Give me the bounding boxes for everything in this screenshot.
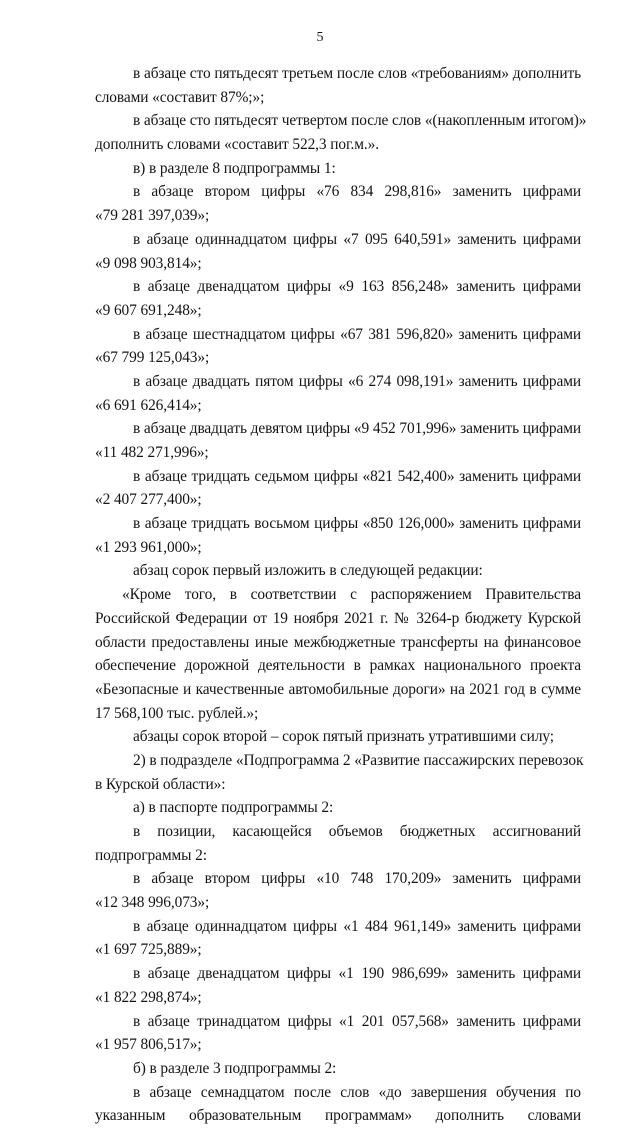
text-line: в абзаце одиннадцатом цифры «1 484 961,149» заменить цифрами	[133, 917, 581, 935]
text-line: «Кроме того, в соответствии с распоряжением Правительства	[122, 586, 581, 604]
text-line: в абзаце одиннадцатом цифры «7 095 640,591» заменить цифрами	[133, 230, 581, 248]
text-line: «2 407 277,400»;	[95, 491, 202, 509]
text-line: «9 607 691,248»;	[95, 301, 202, 319]
text-line: «1 957 806,517»;	[95, 1036, 202, 1054]
text-line: указанным образовательным программам» дополнить словами	[95, 1107, 581, 1125]
text-line: в позиции, касающейся объемов бюджетных ассигнований	[133, 823, 581, 840]
text-line: «11 482 271,996»;	[95, 444, 209, 461]
text-line: б) в разделе 3 подпрограммы 2:	[133, 1059, 337, 1077]
text-line: в Курской области»:	[95, 775, 226, 793]
text-line: в абзаце шестнадцатом цифры «67 381 596,820» заменить цифрами	[133, 325, 581, 343]
text-line: в абзаце сто пятьдесят четвертом после слов «(накопленным итогом)»	[133, 112, 587, 130]
text-line: «79 281 397,039»;	[95, 207, 210, 225]
text-line: в абзаце двенадцатом цифры «1 190 986,699» заменить цифрами	[133, 965, 581, 983]
text-line: в абзаце сто пятьдесят третьем после слов «требованиям» дополнить	[133, 65, 581, 82]
text-line: «12 348 996,073»;	[95, 894, 210, 912]
text-line: подпрограммы 2:	[95, 846, 207, 864]
text-line: обеспечение дорожной деятельности в рамках национального проекта	[95, 657, 581, 675]
text-line: абзацы сорок второй – сорок пятый признать утратившими силу;	[133, 728, 554, 746]
text-line: «1 293 961,000»;	[95, 538, 202, 556]
text-line: «Безопасные и качественные автомобильные дороги» на 2021 год в сумме	[95, 680, 581, 698]
text-line: в абзаце двенадцатом цифры «9 163 856,248» заменить цифрами	[133, 278, 581, 296]
text-line: словами «составит 87%;»;	[95, 88, 265, 106]
text-line: абзац сорок первый изложить в следующей редакции:	[133, 562, 483, 580]
document-body	[95, 62, 587, 1128]
text-line: «67 799 125,043»;	[95, 349, 210, 367]
text-line: «1 822 298,874»;	[95, 988, 202, 1006]
text-line: в абзаце тридцать восьмом цифры «850 126,000» заменить цифрами	[133, 515, 581, 533]
text-line: в абзаце семнадцатом после слов «до завершения обучения по	[133, 1083, 581, 1101]
text-line: «6 691 626,414»;	[95, 396, 202, 414]
text-line: в абзаце двадцать девятом цифры «9 452 701,996» заменить цифрами	[133, 420, 581, 438]
text-line: «1 697 725,889»;	[95, 941, 202, 959]
text-line: 2) в подразделе «Подпрограмма 2 «Развитие пассажирских перевозок	[133, 751, 584, 769]
text-line: дополнить словами «составит 522,3 пог.м.».	[95, 136, 379, 154]
text-line: Российской Федерации от 19 ноября 2021 г. № 3264-р бюджету Курской	[95, 609, 581, 627]
text-line: в абзаце втором цифры «10 748 170,209» заменить цифрами	[133, 870, 581, 888]
page-number: 5	[316, 30, 324, 45]
text-line: 17 568,100 тыс. рублей.»;	[95, 704, 259, 722]
text-line: а) в паспорте подпрограммы 2:	[133, 799, 334, 817]
text-line: в абзаце втором цифры «76 834 298,816» заменить цифрами	[133, 183, 581, 201]
text-line: области предоставлены иные межбюджетные трансферты на финансовое	[95, 633, 581, 651]
text-line: в абзаце тридцать седьмом цифры «821 542,400» заменить цифрами	[133, 467, 581, 485]
text-line: в) в разделе 8 подпрограммы 1:	[133, 159, 336, 177]
text-line: в абзаце тринадцатом цифры «1 201 057,568» заменить цифрами	[133, 1012, 581, 1030]
text-line: «9 098 903,814»;	[95, 254, 202, 272]
text-line: в абзаце двадцать пятом цифры «6 274 098,191» заменить цифрами	[133, 372, 581, 390]
